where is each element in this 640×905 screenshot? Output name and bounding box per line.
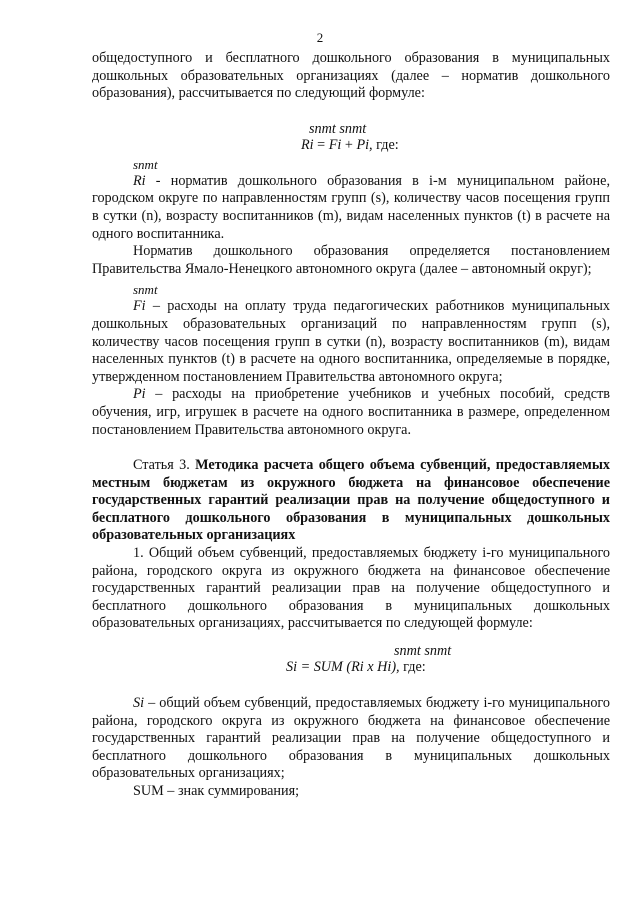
- item-1: 1. Общий объем субвенций, предоставляемых бюджету i-го муниципального района, городского округа из окружного бюджета на финансовое обеспечение государственных гарантий реализации прав на получение общедоступного и бесплатного дошкольного образования в муниципальных дошкольных образовательных организациях, рассчитывается по следующей формуле:: [92, 545, 610, 632]
- formula-expression: Ri = Fi + Pi, где:: [301, 136, 399, 153]
- definition-si: Si – общий объем субвенций, предоставляемых бюджету i-го муниципального района, городского округа из окружного бюджета на финансовое обеспечение государственных гарантий реализации прав на получение общедоступного и бесплатного дошкольного образования в муниципальных дошкольных образовательных организациях;: [92, 695, 610, 782]
- superscript-fi: snmt: [133, 282, 158, 298]
- page-number: 2: [316, 30, 324, 45]
- definition-sum: SUM – знак суммирования;: [133, 783, 300, 799]
- formula-normative: [92, 121, 610, 153]
- definition-ri: Ri - норматив дошкольного образования в i-м муниципальном районе, городском округе по направленностям групп (s), количеству часов посещения групп в сутки (n), возрасту воспитанников (m), видам населенных пунктов (t) в расчете на одного воспитанника.: [92, 172, 610, 242]
- superscript-ri: snmt: [133, 156, 158, 172]
- formula-superscript: snmt snmt: [309, 120, 367, 137]
- definition-fi: Fi – расходы на оплату труда педагогических работников муниципальных дошкольных образовательных организаций по направленностям групп (s), количеству часов посещения групп в сутки (n), возрасту воспитанников (m), видам населенных пунктов (t) в расчете на одного воспитанника, определяемые в порядке, утвержденном постановлением Правительства автономного округа;: [92, 298, 610, 385]
- formula-expression: Si = SUM (Ri x Hi), где:: [286, 659, 426, 676]
- document-body: [92, 50, 610, 801]
- formula-subvention: [92, 643, 610, 675]
- definition-pi: Pi – расходы на приобретение учебников и учебных пособий, средств обучения, игр, игрушек в расчете на одного воспитанника в размере, определенном постановлением Правительства автономного округа.: [92, 386, 610, 438]
- formula-superscript: snmt snmt: [394, 643, 452, 660]
- article-heading: Статья 3. Методика расчета общего объема субвенций, предоставляемых местным бюджетам из окружного бюджета на финансовое обеспечение государственных гарантий реализации прав на получение общедоступного и бесплатного дошкольного образования в муниципальных дошкольных образовательных организациях: [92, 457, 610, 544]
- paragraph-formula-intro: общедоступного и бесплатного дошкольного образования в муниципальных дошкольных образовательных организациях (далее – норматив дошкольного образования), рассчитывается по следующий формуле:: [92, 50, 610, 102]
- paragraph-normative-defined: Норматив дошкольного образования определяется постановлением Правительства Ямало-Ненецкого автономного округа (далее – автономный округ);: [92, 243, 610, 277]
